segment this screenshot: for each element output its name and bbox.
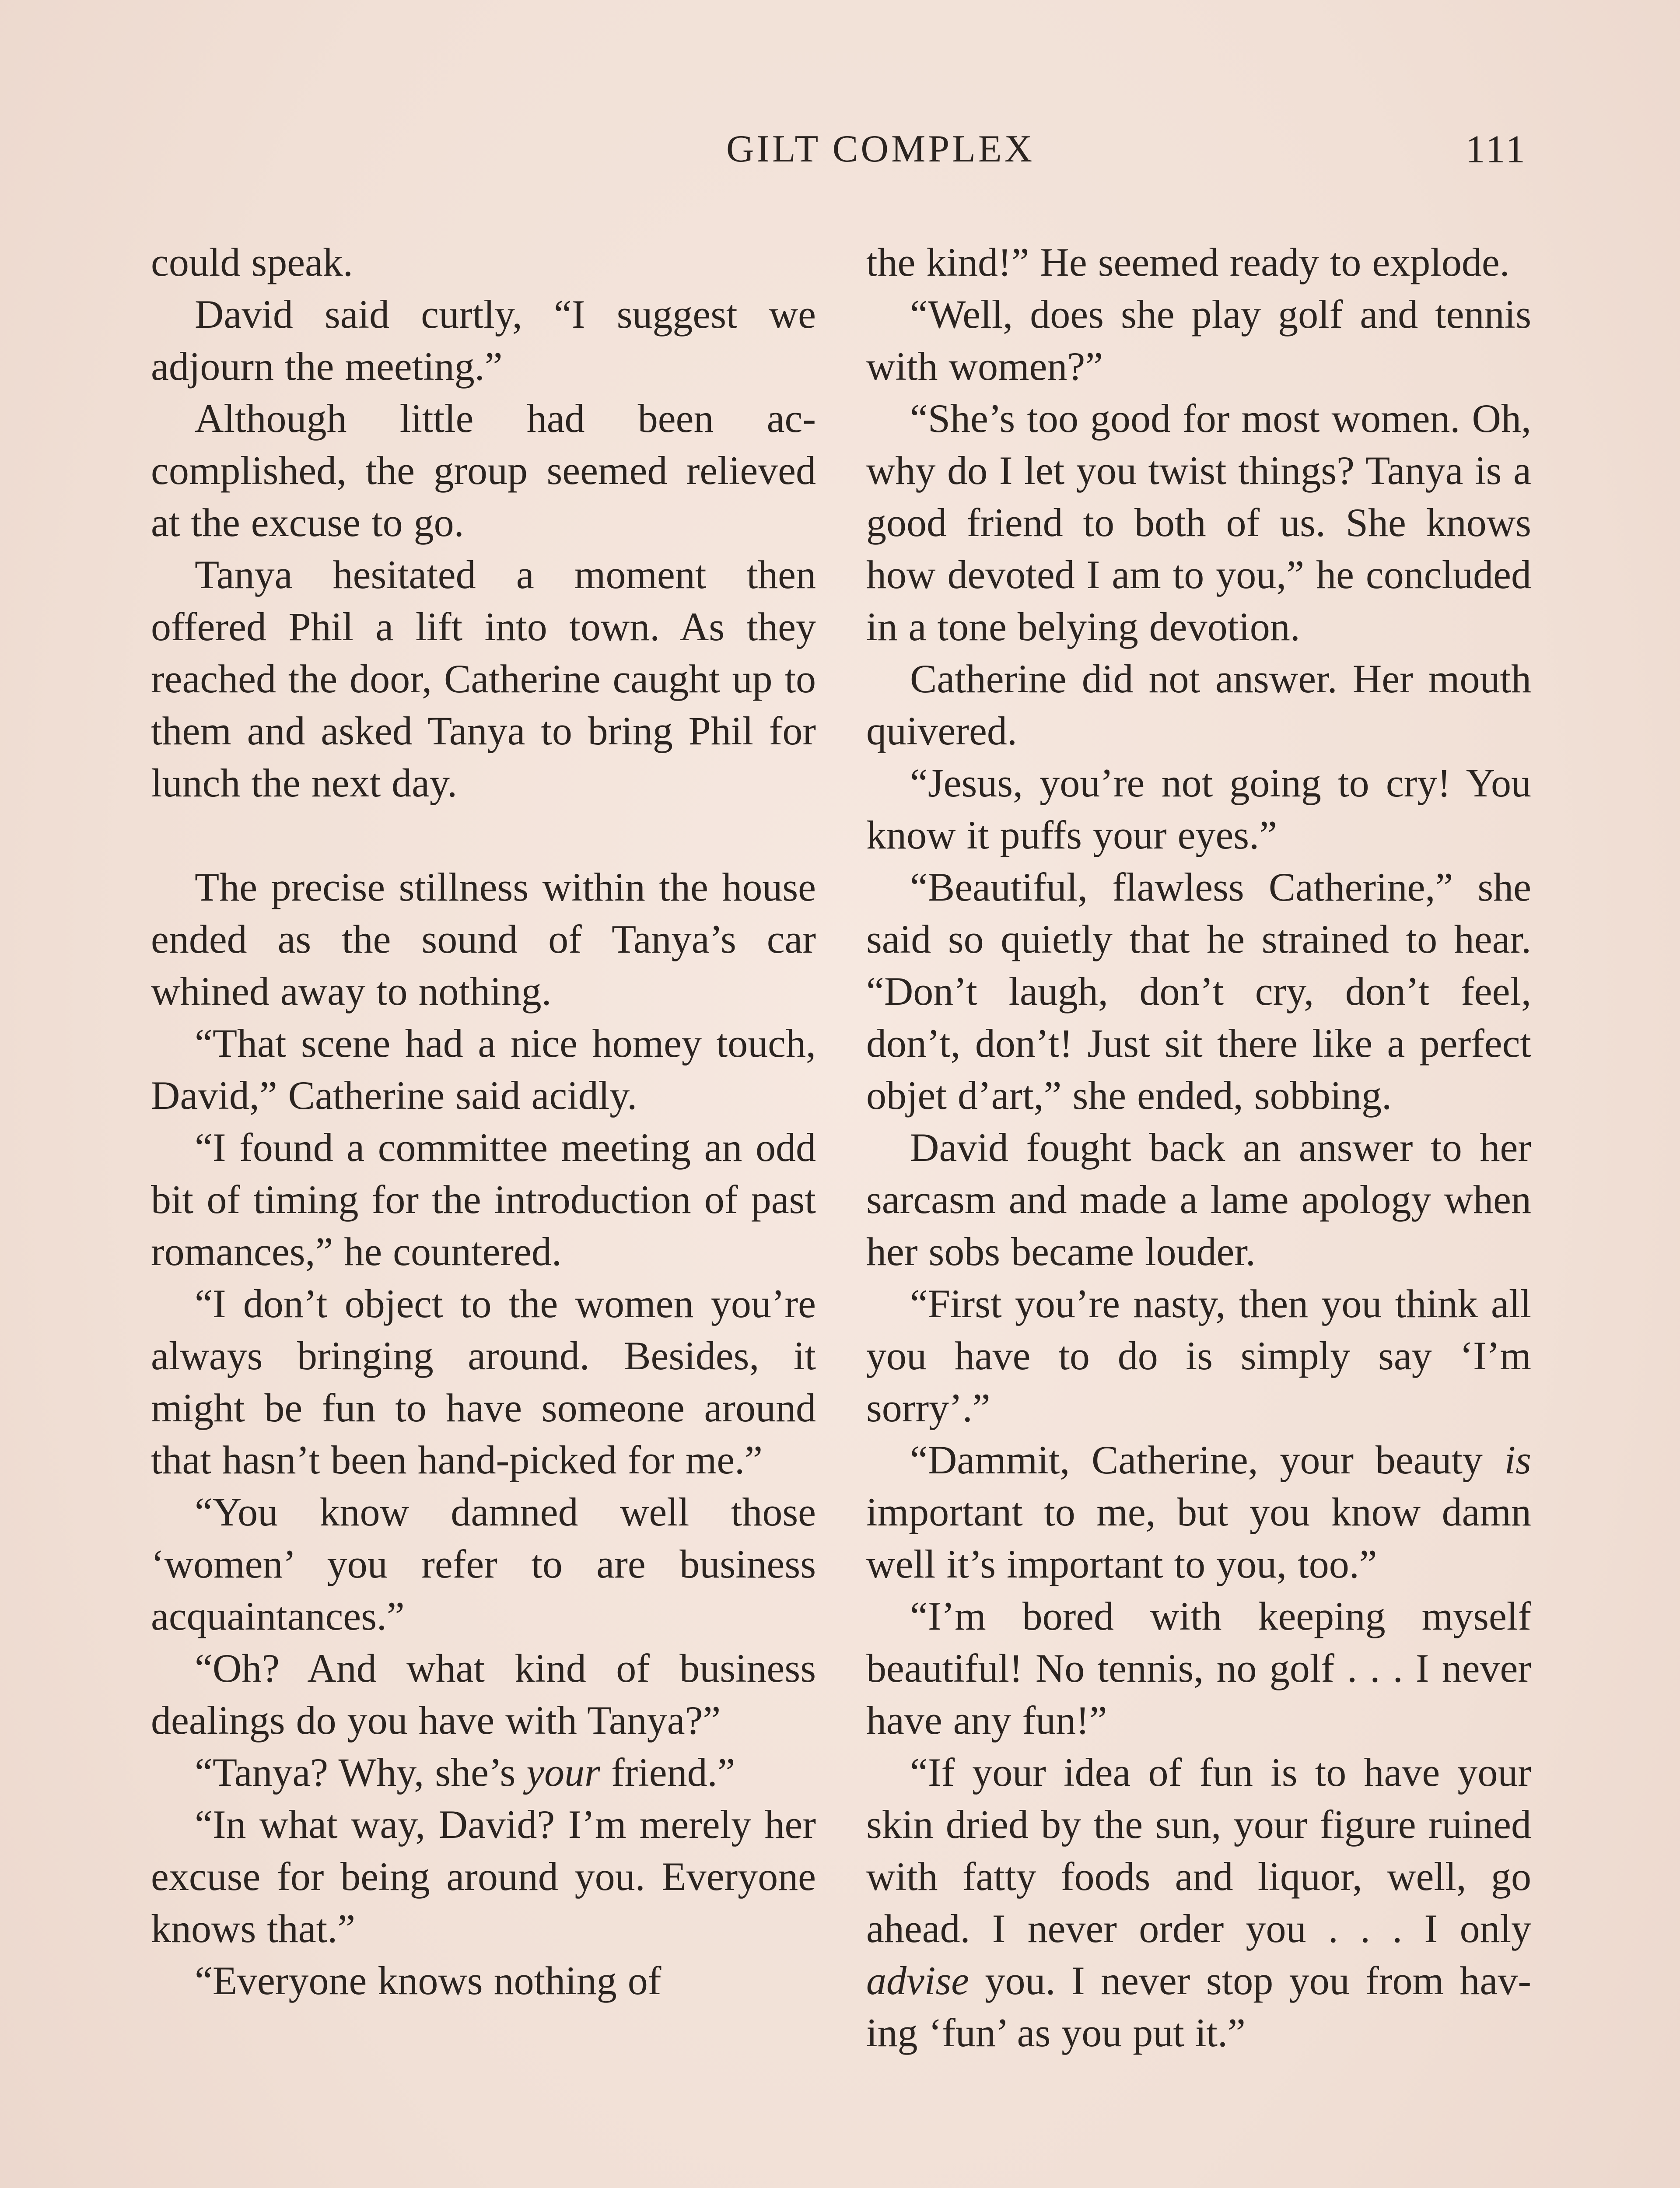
paragraph: “She’s too good for most women. Oh, why do I let you twist things? Tanya is a good friend to both of us. She knows how devoted I am to you,” he concluded in a tone belying devotion.: [866, 396, 1531, 649]
paragraph-text: you. I never stop you from having ‘fun’ as you put it.”: [866, 1958, 1531, 2055]
paragraph: “Oh? And what kind of business dealings do you have with Tanya?”: [151, 1646, 816, 1743]
paragraph: “In what way, David? I’m merely her excuse for being around you. Everyone knows that.”: [151, 1802, 816, 1951]
page-number: 111: [1465, 128, 1527, 171]
right-column: [866, 236, 1531, 2059]
paragraph: “That scene had a nice homey touch, David,” Catherine said acidly.: [151, 1021, 816, 1118]
paragraph: could speak.: [151, 240, 353, 284]
paragraph-text: friend.”: [600, 1750, 735, 1795]
italic-emphasis: advise: [866, 1958, 970, 2003]
paragraph: Tanya hesitated a moment then offered Phil a lift into town. As they reached the door, Catherine caught up to them and asked Tanya to bring Phil for lunch the next day.: [151, 552, 816, 805]
running-title: GILT COMPLEX: [726, 128, 1035, 170]
italic-emphasis: your: [526, 1750, 600, 1795]
section-break: [151, 809, 816, 861]
paragraph-text: “Dammit, Catherine, your beauty: [910, 1438, 1505, 1482]
paragraph: The precise stillness within the house ended as the sound of Tanya’s car whined away to nothing.: [151, 865, 816, 1013]
paragraph-text: “Tanya? Why, she’s: [195, 1750, 527, 1795]
paragraph: [866, 1746, 1531, 2059]
page-header: [149, 127, 1527, 179]
paragraph: Although little had been accomplished, the group seemed relieved at the excuse to go.: [151, 396, 816, 545]
paragraph: “I’m bored with keeping myself beautiful! No tennis, no golf . . . I never have any fun!”: [866, 1594, 1531, 1743]
paragraph: “First you’re nasty, then you think all you have to do is simply say ‘I’m sorry’.”: [866, 1281, 1531, 1430]
paragraph: “I found a committee meeting an odd bit of timing for the introduction of past romances,” he countered.: [151, 1125, 816, 1274]
paragraph-text: “If your idea of fun is to have your skin dried by the sun, your figure ruined with fatty foods and liquor, well, go ahead. I never order you . . . I only: [866, 1750, 1531, 1951]
paragraph: Catherine did not answer. Her mouth quivered.: [866, 656, 1531, 753]
left-column: [151, 236, 816, 2007]
paragraph: “Jesus, you’re not going to cry! You know it puffs your eyes.”: [866, 761, 1531, 857]
paragraph: [866, 1434, 1531, 1590]
italic-emphasis: is: [1504, 1438, 1531, 1482]
paragraph: “Beautiful, flawless Catherine,” she said so quietly that he strained to hear. “Don’t laugh, don’t cry, don’t feel, don’t, don’t! Just sit there like a perfect objet d’art,” she ended, sobbing.: [866, 865, 1531, 1118]
paragraph: “Well, does she play golf and tennis with women?”: [866, 292, 1531, 389]
paragraph: David said curtly, “I suggest we adjourn the meeting.”: [151, 292, 816, 389]
paragraph-text: important to me, but you know damn well it’s important to you, too.”: [866, 1490, 1531, 1586]
paragraph: [151, 1746, 816, 1799]
paragraph: the kind!” He seemed ready to explode.: [866, 240, 1510, 284]
paragraph: David fought back an answer to her sarcasm and made a lame apology when her sobs became louder.: [866, 1125, 1531, 1274]
paragraph: “Everyone knows nothing of: [195, 1958, 662, 2003]
paragraph: “I don’t object to the women you’re always bringing around. Besides, it might be fun to have someone around that hasn’t been hand-picked for me.”: [151, 1281, 816, 1482]
paragraph: “You know damned well those ‘women’ you refer to are business acquaintances.”: [151, 1490, 816, 1638]
